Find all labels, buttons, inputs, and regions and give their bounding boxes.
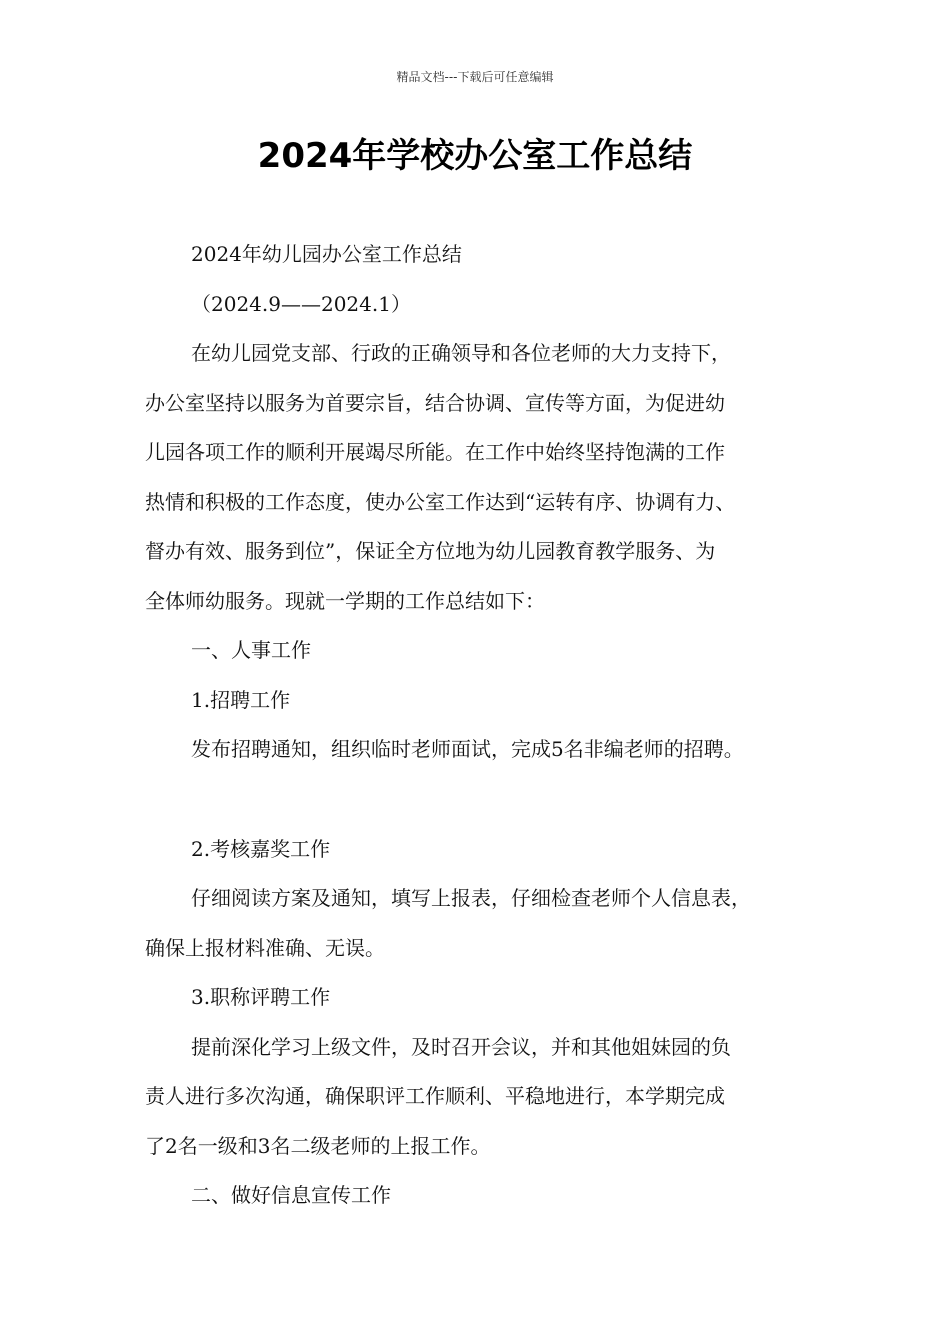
item-heading-recruitment: 1.招聘工作	[191, 687, 291, 712]
header-note: 精品文档---下载后可任意编辑	[396, 70, 554, 84]
document-body	[145, 230, 825, 1221]
document-title: 2024年学校办公室工作总结	[257, 136, 693, 176]
date-range: （2024.9——2024.1）	[191, 291, 411, 316]
intro-line: 在幼儿园党支部、行政的正确领导和各位老师的大力支持下，	[191, 341, 731, 365]
section-heading-personnel: 一、人事工作	[191, 638, 311, 662]
item-text-recruitment: 发布招聘通知，组织临时老师面试，完成5名非编老师的招聘。	[191, 737, 744, 761]
intro-line: 热情和积极的工作态度，使办公室工作达到“运转有序、协调有力、	[145, 489, 736, 514]
item-text-titles: 提前深化学习上级文件，及时召开会议，并和其他姐妹园的负	[191, 1034, 731, 1059]
intro-line: 全体师幼服务。现就一学期的工作总结如下：	[145, 588, 545, 613]
item-text-titles: 责人进行多次沟通，确保职评工作顺利、平稳地进行，本学期完成	[145, 1084, 725, 1108]
item-text-titles: 了2名一级和3名二级老师的上报工作。	[145, 1133, 491, 1158]
intro-line: 办公室坚持以服务为首要宗旨，结合协调、宣传等方面，为促进幼	[145, 390, 725, 415]
item-text-assessment: 仔细阅读方案及通知，填写上报表，仔细检查老师个人信息表，	[191, 886, 751, 910]
item-text-assessment: 确保上报材料准确、无误。	[145, 935, 385, 960]
blank-line	[145, 775, 825, 825]
item-heading-titles: 3.职称评聘工作	[191, 985, 331, 1009]
item-heading-assessment: 2.考核嘉奖工作	[191, 836, 331, 861]
subtitle: 2024年幼儿园办公室工作总结	[191, 242, 462, 266]
section-heading-publicity: 二、做好信息宣传工作	[191, 1183, 391, 1207]
intro-line: 儿园各项工作的顺利开展竭尽所能。在工作中始终坚持饱满的工作	[145, 440, 725, 464]
intro-line: 督办有效、服务到位”，保证全方位地为幼儿园教育教学服务、为	[145, 539, 716, 563]
